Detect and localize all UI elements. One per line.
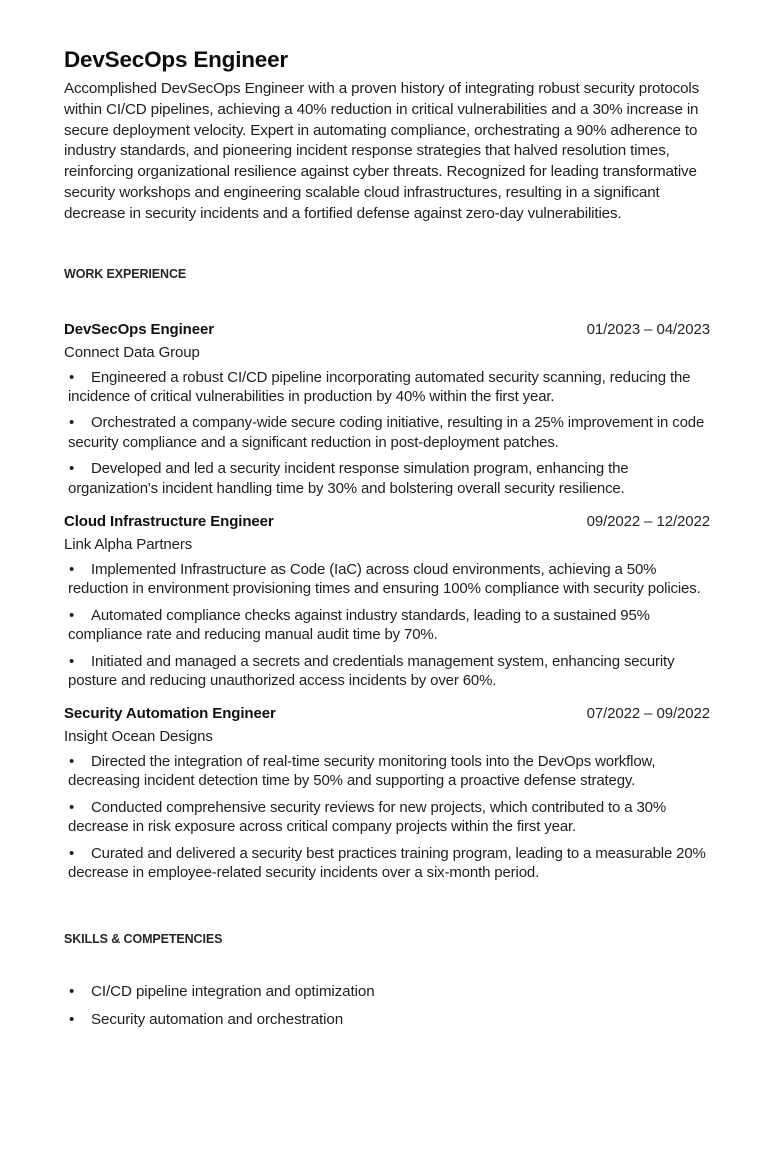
work-experience-heading: WORK EXPERIENCE	[64, 266, 187, 281]
job-bullet-text: Automated compliance checks against industry standards, leading to a sustained 95% compliance rate and reducing manual audit time by 70%.	[68, 606, 650, 643]
bullet-glyph: •	[69, 652, 75, 670]
job-company: Link Alpha Partners	[64, 535, 193, 553]
bullet-glyph: •	[69, 1011, 75, 1029]
job-title: DevSecOps Engineer	[64, 320, 214, 338]
job-bullet	[68, 606, 710, 644]
job-dates: 09/2022 – 12/2022	[586, 512, 710, 530]
bullet-glyph: •	[69, 844, 75, 862]
job-bullet-text: Initiated and managed a secrets and credentials management system, enhancing security posture and reducing unauthorized access incidents by over 60%.	[68, 652, 675, 689]
skill-text: Security automation and orchestration	[91, 1011, 344, 1029]
job-company: Insight Ocean Designs	[64, 728, 213, 746]
bullet-glyph: •	[69, 606, 75, 624]
job-bullets	[68, 752, 710, 882]
job-bullet-text: Implemented Infrastructure as Code (IaC) across cloud environments, achieving a 50% reduction in environment provisioning times and ensuring 100% compliance with security policies.	[68, 560, 701, 597]
job-dates: 01/2023 – 04/2023	[586, 320, 710, 338]
skills-list	[68, 982, 710, 1030]
job-title: Security Automation Engineer	[64, 705, 276, 723]
job-bullet-text: Curated and delivered a security best practices training program, leading to a measurable 20% decrease in employee-related security incidents over a six-month period.	[68, 844, 706, 882]
bullet-glyph: •	[69, 368, 75, 386]
job-bullet	[68, 798, 710, 836]
job-entry	[64, 512, 710, 690]
skill-item	[68, 1010, 710, 1030]
job-title: Cloud Infrastructure Engineer	[64, 512, 274, 530]
job-bullet	[68, 413, 710, 451]
bullet-glyph: •	[69, 983, 75, 1001]
work-experience-list	[64, 320, 710, 883]
job-bullet	[68, 560, 710, 598]
job-bullet	[68, 752, 710, 790]
job-bullet-text: Orchestrated a company-wide secure coding initiative, resulting in a 25% improvement in code security compliance and a significant reduction in post-deployment patches.	[68, 414, 705, 451]
job-header	[64, 704, 710, 724]
bullet-glyph: •	[69, 753, 75, 771]
bullet-glyph: •	[69, 460, 75, 478]
job-dates: 07/2022 – 09/2022	[586, 705, 710, 723]
job-header	[64, 320, 710, 340]
job-bullet-text: Directed the integration of real-time security monitoring tools into the DevOps workflow, decreasing incident detection time by 50% and supporting a proactive defense strategy.	[68, 753, 656, 790]
job-bullet	[68, 459, 710, 497]
skill-item	[68, 982, 710, 1002]
job-entry	[64, 320, 710, 498]
job-bullets	[68, 560, 710, 690]
bullet-glyph: •	[69, 798, 75, 816]
resume-title: DevSecOps Engineer	[64, 47, 288, 72]
job-bullet-text: Engineered a robust CI/CD pipeline incorporating automated security scanning, reducing the incidence of critical vulnerabilities in production by 40% within the first year.	[68, 368, 691, 405]
job-bullet	[68, 368, 710, 406]
job-entry	[64, 704, 710, 882]
job-bullet-text: Developed and led a security incident response simulation program, enhancing the organization's incident handling time by 30% and bolstering overall security resilience.	[68, 460, 629, 497]
job-company: Connect Data Group	[64, 343, 200, 361]
bullet-glyph: •	[69, 414, 75, 432]
professional-summary: Accomplished DevSecOps Engineer with a proven history of integrating robust security protocols within CI/CD pipelines, achieving a 40% reduction in critical vulnerabilities and a 30% increase in secure deployment velocity. Expert in automating compliance, orchestrating a 90% adherence to industry standards, and pioneering incident response strategies that halved resolution times, reinforcing organizational resilience against cyber threats. Recognized for leading transformative security workshops and engineering scalable cloud infrastructures, resulting in a significant decrease in security incidents and a fortified defense against zero-day vulnerabilities.	[64, 80, 700, 222]
job-bullet	[68, 652, 710, 690]
job-bullet	[68, 844, 710, 882]
skills-heading: SKILLS & COMPETENCIES	[64, 932, 223, 947]
job-bullet-text: Conducted comprehensive security reviews for new projects, which contributed to a 30% decrease in risk exposure across critical company projects within the first year.	[68, 798, 667, 836]
bullet-glyph: •	[69, 560, 75, 578]
skill-text: CI/CD pipeline integration and optimization	[91, 983, 375, 1001]
job-header	[64, 512, 710, 532]
resume-content	[64, 46, 710, 1038]
job-bullets	[68, 368, 710, 498]
